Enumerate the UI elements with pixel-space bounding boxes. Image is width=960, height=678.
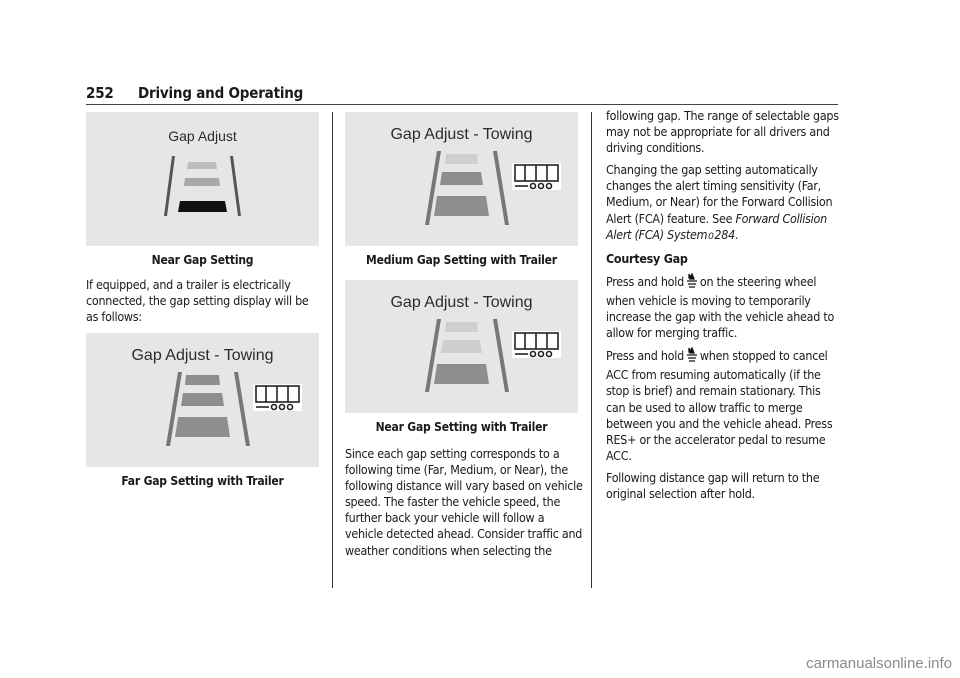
press-hold-stopped-paragraph: Press and hold when stopped to cancel ACC from resuming automatically (if the stop is brief) and remain stationary. This can be used to allow traffic to merge between you and the vehicle ahead. Press RES+ or the accelerator pedal to resume ACC. (606, 348, 833, 463)
column-divider-left (332, 112, 333, 588)
towing-near-graphic (345, 280, 578, 413)
towing-far-graphic (86, 333, 319, 467)
trailer-icon (512, 331, 561, 358)
caption-towing-far: Far Gap Setting with Trailer (121, 474, 284, 488)
watermark-text: carmanualsonline.info (806, 655, 952, 672)
figure-title: Gap Adjust - Towing (131, 347, 274, 364)
gap-button-icon (684, 347, 700, 367)
header-rule (86, 104, 838, 105)
fca-cross-reference[interactable]: Forward Collision Alert (FCA) System (606, 210, 827, 242)
section-title: Driving and Operating (138, 84, 304, 102)
figure-title: Gap Adjust - Towing (390, 126, 533, 143)
caption-gap-near: Near Gap Setting (151, 253, 254, 267)
towing-medium-graphic (345, 112, 578, 246)
figure-towing-far (86, 333, 319, 467)
figure-title: Gap Adjust (168, 128, 237, 144)
page-reference-icon: 0 (708, 231, 714, 242)
figure-towing-medium (345, 112, 578, 246)
intro-paragraph: If equipped, and a trailer is electrically connected, the gap setting display will be as follows: (86, 277, 309, 325)
page-header (86, 84, 838, 104)
figure-title: Gap Adjust - Towing (390, 294, 533, 311)
fca-page-reference[interactable]: 284 (714, 226, 735, 242)
figure-towing-near (345, 280, 578, 413)
press-hold-moving-paragraph: Press and hold on the steering wheel when vehicle is moving to temporarily increase the gap with the vehicle ahead to allow for merging traffic. (606, 273, 835, 341)
caption-towing-medium: Medium Gap Setting with Trailer (366, 253, 557, 267)
since-paragraph: Since each gap setting corresponds to a following time (Far, Medium, or Near), the following distance will vary based on vehicle speed. The faster the vehicle speed, the further back your vehicle will follow a vehicle detected ahead. Consider traffic and weather conditions when selecting the (345, 446, 583, 558)
caption-towing-near: Near Gap Setting with Trailer (375, 420, 548, 434)
trailer-icon (253, 384, 302, 411)
gap-button-icon (684, 273, 700, 293)
column-divider-right (591, 112, 592, 588)
gap-range-paragraph: following gap. The range of selectable gaps may not be appropriate for all drivers and driving conditions. (606, 108, 839, 156)
right-column-text (606, 108, 842, 502)
following-distance-paragraph: Following distance gap will return to the original selection after hold. (606, 469, 820, 501)
gap-near-graphic (86, 112, 319, 246)
changing-gap-paragraph: Changing the gap setting automatically changes the alert timing sensitivity (Far, Medium, or Near) for the Forward Collision Alert (FCA) feature. See Forward Collision Alert (FCA) System 0 284. (606, 162, 833, 242)
page-number: 252 (86, 84, 114, 102)
trailer-icon (512, 163, 561, 190)
figure-gap-near (86, 112, 319, 246)
courtesy-gap-heading: Courtesy Gap (606, 250, 688, 266)
